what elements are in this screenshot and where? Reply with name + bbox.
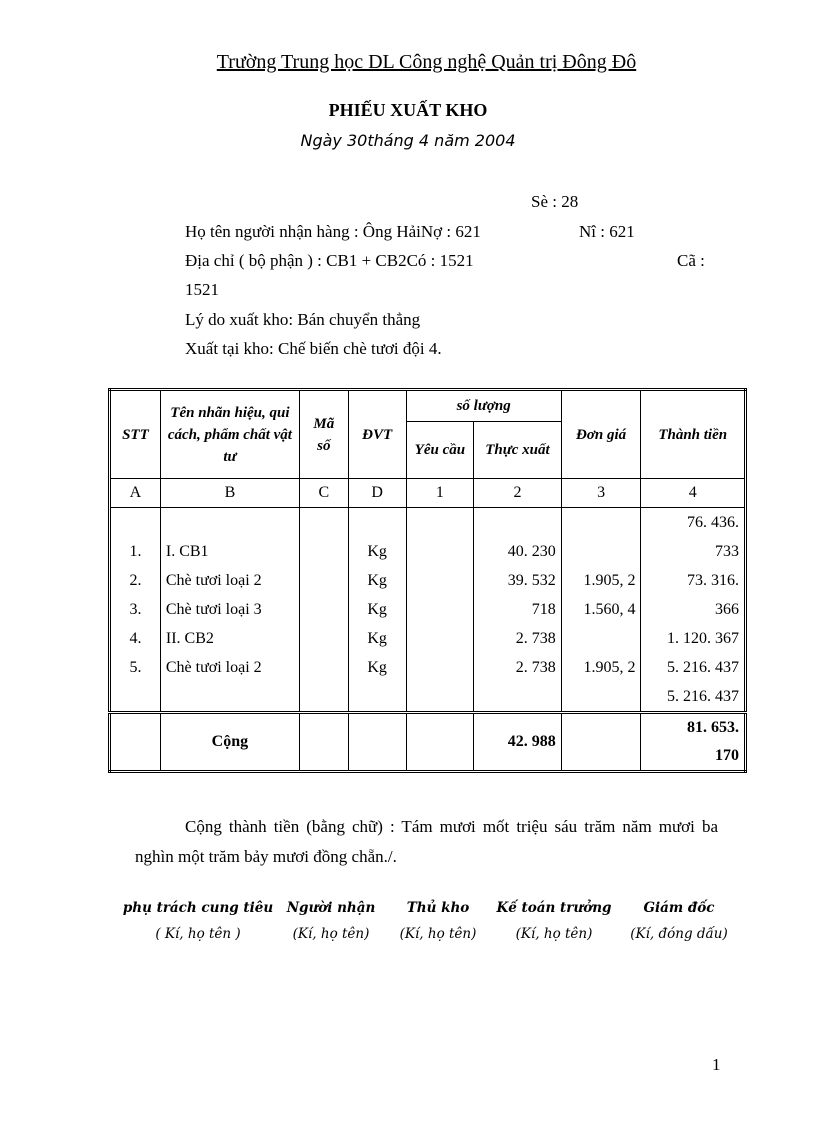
- signature-chief-accountant: [490, 900, 618, 942]
- warehouse-line: Xuất tại kho: Chế biến chè tươi đội 4.: [185, 339, 442, 358]
- col-letter: 1: [406, 479, 474, 508]
- header-unit: ĐVT: [348, 390, 406, 479]
- stt-column: 1. 2. 3. 4. 5.: [110, 508, 161, 713]
- actual-quantity-column: 40. 230 39. 532 718 2. 738 2. 738: [474, 508, 562, 713]
- total-empty-requested: [406, 713, 474, 772]
- signature-note: (Kí, đóng dấu): [630, 926, 728, 942]
- signature-note: (Kí, họ tên): [515, 926, 593, 942]
- code-column: [299, 508, 348, 713]
- total-empty-code: [299, 713, 348, 772]
- signature-role: Thủ kho: [406, 900, 470, 916]
- header-item-name: Tên nhãn hiệu, qui cách, phẩm chất vật tư: [160, 390, 299, 479]
- header-requested: Yêu cầu: [406, 422, 474, 479]
- signature-role: Người nhận: [286, 900, 376, 916]
- col-letter: 4: [641, 479, 746, 508]
- signature-role: Kế toán trưởng: [496, 900, 612, 916]
- col-letter: D: [348, 479, 406, 508]
- voucher-number: Sè : 28: [531, 192, 579, 211]
- col-letter: 2: [474, 479, 562, 508]
- signature-note: (Kí, họ tên): [292, 926, 370, 942]
- header-code: Mã số: [299, 390, 348, 479]
- col-letter: C: [299, 479, 348, 508]
- receiver-line: Họ tên người nhận hàng : Ông HảiNợ : 621: [185, 222, 481, 241]
- item-name-column: I. CB1 Chè tươi loại 2 Chè tươi loại 3 II. CB2 Chè tươi loại 2: [160, 508, 299, 713]
- header-unit-price: Đơn giá: [561, 390, 641, 479]
- signature-role: phụ trách cung tiêu: [122, 900, 274, 916]
- school-header: Trường Trung học DL Công nghệ Quản trị Đông Đô: [216, 51, 637, 73]
- total-empty-price: [561, 713, 641, 772]
- reason-line: Lý do xuất kho: Bán chuyển thẳng: [185, 310, 421, 329]
- signature-role: Giám đốc: [643, 900, 715, 916]
- amount-in-words: [135, 812, 718, 872]
- page-number: 1: [712, 1055, 721, 1074]
- address-line: Địa chỉ ( bộ phận ) : CB1 + CB2Có : 1521: [185, 251, 474, 270]
- signature-storekeeper: [390, 900, 486, 942]
- credit-account: Cã :: [677, 251, 705, 270]
- header-amount: Thành tiền: [641, 390, 746, 479]
- total-empty-unit: [348, 713, 406, 772]
- total-label: Cộng: [160, 713, 299, 772]
- header-quantity: số lượng: [406, 390, 561, 422]
- header-stt: STT: [110, 390, 161, 479]
- signature-director: [620, 900, 738, 942]
- total-quantity: 42. 988: [474, 713, 562, 772]
- signature-note: (Kí, họ tên): [399, 926, 477, 942]
- unit-column: Kg Kg Kg Kg Kg: [348, 508, 406, 713]
- signature-supply: [118, 900, 278, 942]
- header-actual: Thực xuất: [474, 422, 562, 479]
- credit-account-continued: 1521: [185, 280, 219, 299]
- document-date: Ngày 30tháng 4 năm 2004: [300, 131, 516, 150]
- col-letter: B: [160, 479, 299, 508]
- total-empty-stt: [110, 713, 161, 772]
- unit-price-column: 1.905, 2 1.560, 4 1.905, 2: [561, 508, 641, 713]
- document-title: PHIẾU XUẤT KHO: [328, 100, 488, 120]
- requested-column: [406, 508, 474, 713]
- col-letter: A: [110, 479, 161, 508]
- amount-column: 76. 436. 733 73. 316. 366 1. 120. 367 5. 216. 437 5. 216. 437: [641, 508, 746, 713]
- signature-receiver: [281, 900, 381, 942]
- amount-in-words-text: Cộng thành tiền (bằng chữ) : Tám mươi mốt triệu sáu trăm năm mươi ba nghìn một trăm bảy mươi đồng chẵn./.: [135, 817, 718, 866]
- signature-note: ( Kí, họ tên ): [155, 926, 241, 942]
- total-amount: 81. 653. 170: [641, 713, 746, 772]
- items-table: [108, 388, 747, 773]
- col-letter: 3: [561, 479, 641, 508]
- debit-account: Nî : 621: [579, 222, 635, 241]
